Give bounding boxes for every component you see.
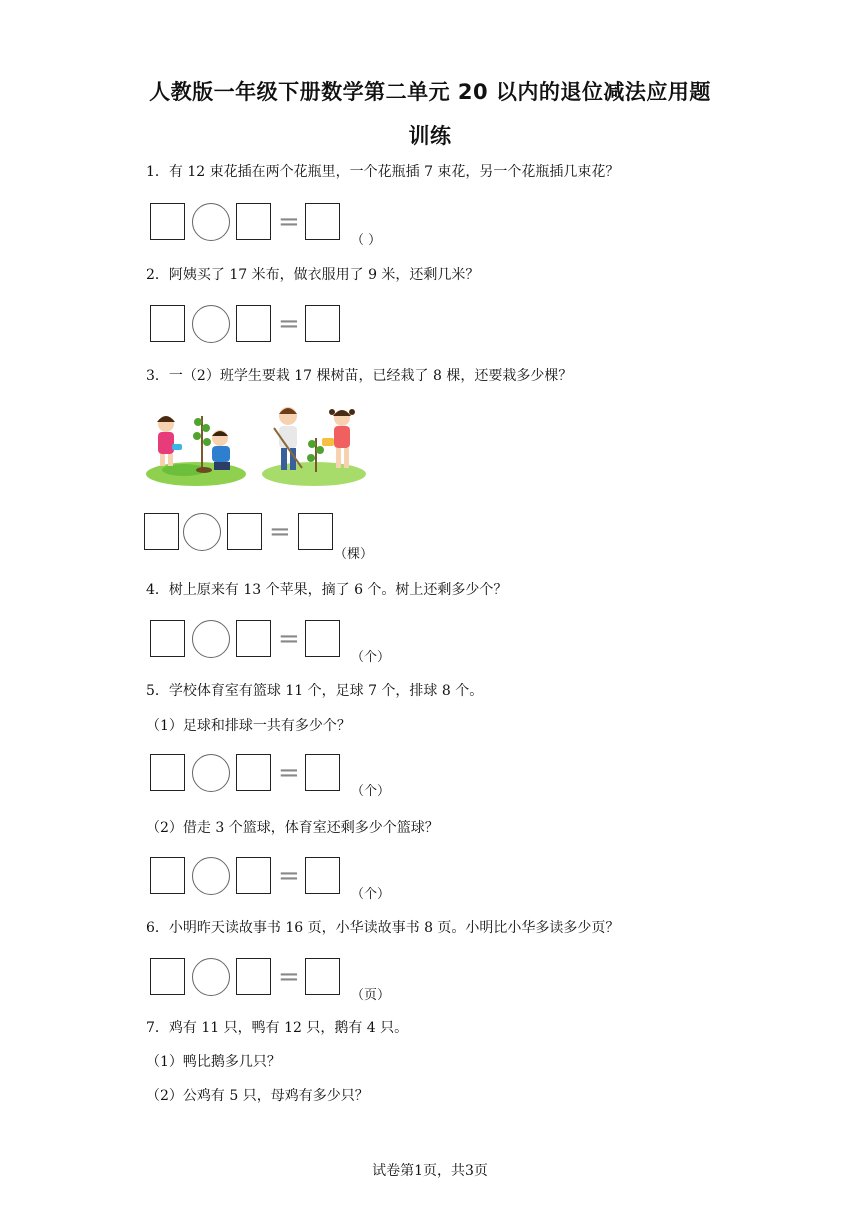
equals-sign: =: [278, 207, 300, 237]
question-5-part-2: （2）借走 3 个篮球，体育室还剩多少个篮球？: [146, 820, 439, 836]
equals-sign: =: [278, 861, 300, 891]
answer-box[interactable]: [236, 203, 271, 240]
answer-box[interactable]: [150, 754, 185, 791]
unit-label: （个）: [351, 784, 391, 799]
title-line-1: 人教版一年级下册数学第二单元 20 以内的退位减法应用题: [149, 80, 711, 104]
answer-box[interactable]: [150, 305, 185, 342]
operator-circle[interactable]: [192, 620, 230, 658]
equation-1: [148, 203, 468, 248]
result-box[interactable]: [305, 620, 340, 657]
answer-box[interactable]: [150, 620, 185, 657]
equation-5-2: [148, 857, 468, 902]
equation-4: [148, 620, 468, 665]
equation-6: [148, 958, 468, 1003]
result-box[interactable]: [305, 857, 340, 894]
answer-box[interactable]: [236, 305, 271, 342]
unit-label: （棵）: [334, 547, 374, 562]
title-line-2: 训练: [408, 124, 452, 148]
result-box[interactable]: [305, 958, 340, 995]
page-footer: 试卷第1页，共3页: [372, 1163, 488, 1179]
equals-sign: =: [278, 962, 300, 992]
question-1: 1．有 12 束花插在两个花瓶里，一个花瓶插 7 束花，另一个花瓶插几束花？: [146, 164, 620, 180]
equation-3: [144, 513, 464, 562]
equals-sign: =: [278, 309, 300, 339]
operator-circle[interactable]: [192, 203, 230, 241]
equation-2: [148, 305, 468, 347]
answer-box[interactable]: [150, 958, 185, 995]
question-2: 2．阿姨买了 17 米布，做衣服用了 9 米，还剩几米？: [146, 267, 480, 283]
answer-box[interactable]: [227, 513, 262, 550]
answer-box[interactable]: [150, 857, 185, 894]
operator-circle[interactable]: [192, 754, 230, 792]
answer-box[interactable]: [236, 754, 271, 791]
question-5: 5．学校体育室有篮球 11 个，足球 7 个，排球 8 个。: [146, 683, 484, 699]
equals-sign: =: [278, 758, 300, 788]
question-7: 7．鸡有 11 只，鸭有 12 只，鹅有 4 只。: [146, 1020, 409, 1036]
question-4: 4．树上原来有 13 个苹果，摘了 6 个。树上还剩多少个？: [146, 582, 508, 598]
answer-box[interactable]: [236, 857, 271, 894]
answer-box[interactable]: [150, 203, 185, 240]
result-box[interactable]: [298, 513, 333, 550]
equation-5-1: [148, 754, 468, 799]
answer-box[interactable]: [236, 958, 271, 995]
equals-sign: =: [278, 624, 300, 654]
unit-label: （ ）: [351, 233, 382, 248]
question-6: 6．小明昨天读故事书 16 页，小华读故事书 8 页。小明比小华多读多少页？: [146, 920, 620, 936]
unit-label: （个）: [351, 887, 391, 902]
question-7-part-2: （2）公鸡有 5 只，母鸡有多少只？: [146, 1088, 369, 1104]
answer-box[interactable]: [144, 513, 179, 550]
question-3: 3．一（2）班学生要栽 17 棵树苗，已经栽了 8 棵，还要栽多少棵？: [146, 368, 573, 384]
question-7-part-1: （1）鸭比鹅多几只？: [146, 1054, 281, 1070]
operator-circle[interactable]: [192, 958, 230, 996]
children-planting-trees-illustration: [144, 398, 366, 490]
result-box[interactable]: [305, 203, 340, 240]
equals-sign: =: [269, 517, 291, 547]
answer-box[interactable]: [236, 620, 271, 657]
unit-label: （页）: [351, 988, 391, 1003]
operator-circle[interactable]: [192, 305, 230, 343]
result-box[interactable]: [305, 305, 340, 342]
operator-circle[interactable]: [192, 857, 230, 895]
unit-label: （个）: [351, 650, 391, 665]
operator-circle[interactable]: [183, 513, 221, 551]
question-5-part-1: （1）足球和排球一共有多少个？: [146, 718, 351, 734]
result-box[interactable]: [305, 754, 340, 791]
